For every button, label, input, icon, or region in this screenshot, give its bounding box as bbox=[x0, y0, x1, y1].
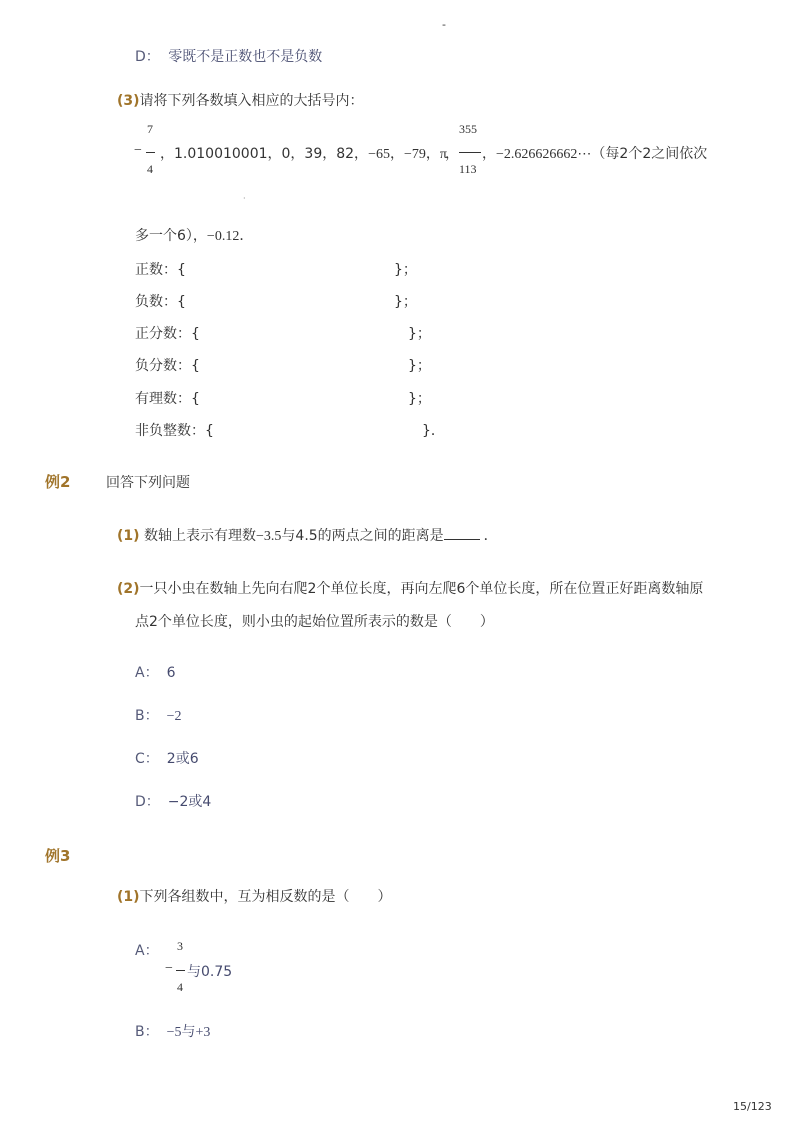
option-text: 零既不是正数也不是负数 bbox=[168, 49, 323, 65]
a-frac-numerator: 3 bbox=[177, 939, 183, 953]
option-c[interactable] bbox=[135, 748, 199, 768]
category-close: }； bbox=[394, 294, 417, 310]
number-pos3: +3 bbox=[195, 1025, 211, 1040]
a-frac-denominator: 4 bbox=[177, 980, 183, 994]
number-neg012: −0.12 bbox=[206, 229, 240, 244]
category-name: 有理数：{ bbox=[135, 391, 200, 407]
option-b[interactable] bbox=[135, 705, 182, 725]
number-repeating: −2.626626662⋯ bbox=[496, 147, 592, 162]
frac2-numerator: 355 bbox=[459, 122, 477, 136]
prev-option-d bbox=[135, 46, 322, 66]
category-close: }； bbox=[408, 391, 431, 407]
question-label: (3) bbox=[117, 93, 140, 109]
separator: ， bbox=[389, 146, 404, 162]
option-key: A： bbox=[135, 665, 159, 681]
separator: ， bbox=[445, 146, 459, 162]
frac1-denominator: 4 bbox=[147, 162, 153, 176]
category-name: 非负整数：{ bbox=[135, 423, 214, 439]
example-2-label: 例2 bbox=[45, 473, 71, 491]
option-key: D： bbox=[135, 794, 160, 810]
q1-post: ． bbox=[483, 528, 498, 544]
category-close: }； bbox=[394, 262, 417, 278]
number-neg65: −65 bbox=[368, 147, 390, 162]
question-label: (1) bbox=[117, 889, 140, 905]
separator: ， bbox=[425, 146, 440, 162]
numbers-text: ，1.010010001，0，39，82， bbox=[160, 146, 369, 162]
question-label: (1) bbox=[117, 528, 140, 544]
b-mid: 与 bbox=[181, 1024, 196, 1040]
tail-text: （每2个2之间依次 bbox=[591, 146, 708, 162]
category-name: 负数：{ bbox=[135, 294, 186, 310]
ex3-q1 bbox=[117, 886, 392, 906]
ex2-q1 bbox=[117, 525, 498, 545]
option-value: 2或6 bbox=[166, 751, 199, 767]
dot-mark: · bbox=[243, 194, 246, 203]
frac2-denominator: 113 bbox=[459, 162, 477, 176]
frac1-bar bbox=[146, 152, 155, 153]
option-key: C： bbox=[135, 751, 159, 767]
option-value: −2或4 bbox=[167, 794, 212, 810]
option-key: D： bbox=[135, 49, 160, 65]
number-neg79: −79 bbox=[403, 147, 426, 162]
category-name: 正数：{ bbox=[135, 262, 186, 278]
line2-end: ． bbox=[239, 228, 254, 244]
q1-text: 下列各组数中，互为相反数的是（ ） bbox=[139, 889, 392, 905]
q2-line1: 一只小虫在数轴上先向右爬2个单位长度，再向左爬6个单位长度，所在位置正好距离数轴原 bbox=[139, 581, 704, 597]
a-frac-bar bbox=[176, 970, 185, 971]
q3-number-line bbox=[160, 143, 447, 163]
option-value: 6 bbox=[166, 665, 176, 681]
frac1-sign: − bbox=[134, 143, 142, 158]
question-text: 请将下列各数填入相应的大括号内： bbox=[139, 93, 364, 109]
number-neg35: −3.5 bbox=[256, 529, 282, 544]
line2-text: 多一个6）， bbox=[135, 228, 207, 244]
q2-line2: 点2个单位长度，则小虫的起始位置所表示的数是（ ） bbox=[135, 614, 494, 630]
q1-mid: 与4.5的两点之间的距离是 bbox=[281, 528, 444, 544]
a-tail: 与0.75 bbox=[187, 964, 233, 980]
example-2-title: 回答下列问题 bbox=[106, 475, 190, 491]
answer-blank[interactable] bbox=[444, 538, 480, 540]
number-neg5: −5 bbox=[166, 1025, 182, 1040]
q3-number-line-tail bbox=[482, 143, 707, 163]
frac2-bar bbox=[459, 152, 481, 153]
category-close: }． bbox=[422, 423, 445, 439]
option-key: B： bbox=[135, 1024, 159, 1040]
ex2-q2-line1 bbox=[117, 578, 703, 598]
question-label: (2) bbox=[117, 581, 140, 597]
top-mark: - bbox=[442, 18, 446, 31]
number-pi: π bbox=[439, 147, 447, 162]
category-close: }； bbox=[408, 326, 431, 342]
q3-heading bbox=[117, 90, 364, 110]
category-name: 正分数：{ bbox=[135, 326, 200, 342]
frac1-numerator: 7 bbox=[147, 122, 153, 136]
option-a[interactable] bbox=[135, 662, 176, 682]
option-d[interactable] bbox=[135, 791, 211, 811]
category-close: }； bbox=[408, 358, 431, 374]
category-name: 负分数：{ bbox=[135, 358, 200, 374]
option-value: −2 bbox=[166, 709, 182, 724]
option-a-key[interactable]: A： bbox=[135, 943, 159, 959]
option-b[interactable] bbox=[135, 1021, 210, 1041]
example-3-label: 例3 bbox=[45, 847, 71, 865]
q1-pre: 数轴上表示有理数 bbox=[144, 528, 256, 544]
q3-line2 bbox=[135, 225, 253, 245]
separator: ， bbox=[482, 146, 496, 162]
a-frac-sign: − bbox=[165, 961, 173, 976]
option-key: B： bbox=[135, 708, 159, 724]
page-number: 15/123 bbox=[733, 1100, 772, 1113]
